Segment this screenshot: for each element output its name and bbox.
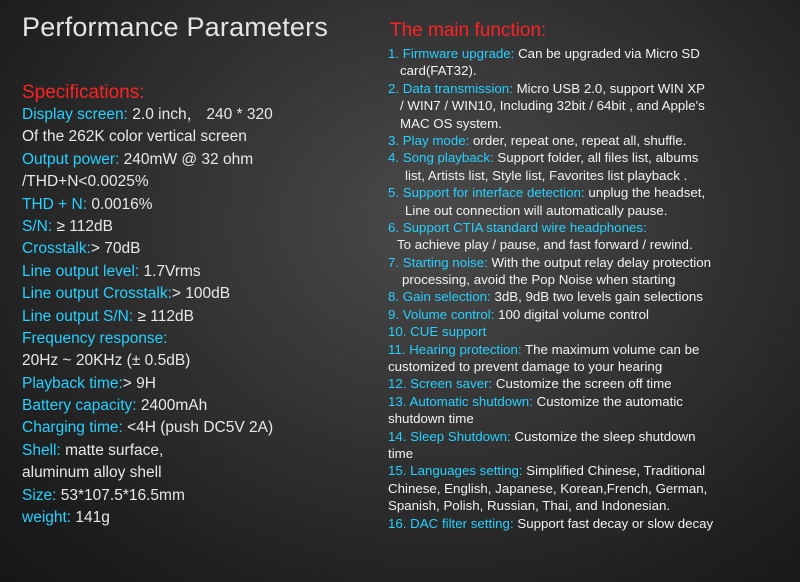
spec-line <box>22 171 362 193</box>
function-line-text: order, repeat one, repeat all, shuffle. <box>469 132 687 148</box>
function-line <box>388 288 793 305</box>
spec-line-text: 53*107.5*16.5mm <box>56 486 185 504</box>
function-line-text: MAC OS system. <box>400 115 502 131</box>
function-line-text: customized to prevent damage to your hearing <box>388 359 663 375</box>
function-line <box>388 167 793 184</box>
function-line <box>388 62 793 79</box>
function-line-label: 12. Screen saver: <box>388 376 493 392</box>
function-line <box>388 132 793 149</box>
function-line <box>388 149 793 166</box>
spec-line-text: 240mW @ 32 ohm <box>119 150 254 168</box>
function-line-text: Chinese, English, Japanese, Korean,French, German, <box>388 480 708 496</box>
function-line-label: 15. Languages setting: <box>388 463 523 479</box>
function-line-text: Can be upgraded via Micro SD <box>514 46 700 61</box>
function-line <box>388 480 793 497</box>
function-line <box>388 184 793 201</box>
spec-line-label: Output power: <box>22 150 120 168</box>
spec-line <box>22 283 362 305</box>
spec-line <box>22 485 362 507</box>
spec-line-text: > 100dB <box>171 285 231 303</box>
function-line-text: 100 digital volume control <box>494 306 649 322</box>
function-line-text: shutdown time <box>388 411 474 427</box>
function-line-label: 5. Support for interface detection: <box>388 185 585 201</box>
spec-line <box>22 306 362 328</box>
function-line-text: Customize the sleep shutdown <box>510 428 696 444</box>
function-line-text: With the output relay delay protection <box>487 254 712 270</box>
spec-line-text: ≥ 112dB <box>52 217 113 235</box>
spec-line-text: 141g <box>71 509 110 527</box>
function-line-label: 2. Data transmission: <box>388 80 513 96</box>
spec-line-text: aluminum alloy shell <box>22 464 162 482</box>
function-line-text: unplug the headset, <box>584 185 706 201</box>
spec-line-label: Crosstalk: <box>22 240 91 258</box>
function-line-text: Support fast decay or slow decay <box>513 515 714 531</box>
spec-line-text: /THD+N<0.0025% <box>22 173 149 191</box>
function-line <box>388 45 793 62</box>
spec-line-text: <4H (push DC5V 2A) <box>122 419 274 437</box>
function-line-text: 3dB, 9dB two levels gain selections <box>490 289 703 305</box>
function-line <box>388 236 793 253</box>
spec-line-label: weight: <box>22 509 72 527</box>
spec-line <box>22 194 362 216</box>
spec-line-label: THD + N: <box>22 195 88 213</box>
function-line <box>388 254 793 271</box>
spec-line-text: ≥ 112dB <box>133 307 194 325</box>
function-line-text: Support folder, all files list, albums <box>493 150 699 166</box>
spec-line <box>22 238 362 260</box>
function-line <box>388 410 793 427</box>
spec-line <box>22 395 362 417</box>
spec-line-label: Shell: <box>22 441 61 459</box>
spec-line-text: 20Hz ~ 20KHz (± 0.5dB) <box>22 352 191 370</box>
spec-line-label: Playback time: <box>22 374 123 392</box>
function-line-text: Customize the screen off time <box>492 376 672 392</box>
function-line-text: To achieve play / pause, and fast forward / rewind. <box>397 237 693 253</box>
function-line-label: 9. Volume control: <box>388 306 495 322</box>
function-line-label: 3. Play mode: <box>388 132 470 148</box>
function-line-text: Micro USB 2.0, support WIN XP <box>512 80 706 96</box>
spec-line <box>22 216 362 238</box>
spec-line-label: Charging time: <box>22 419 123 437</box>
spec-line-label: Line output S/N: <box>22 307 134 325</box>
function-line-text: The maximum volume can be <box>521 341 700 357</box>
spec-line-label: Frequency response: <box>22 329 168 347</box>
spec-line <box>22 507 362 529</box>
function-line-text: time <box>388 445 414 461</box>
function-line-text: Spanish, Polish, Russian, Thai, and Indonesian. <box>388 498 671 514</box>
function-line <box>388 428 793 445</box>
page-title: Performance Parameters <box>22 12 329 42</box>
function-line-label: 7. Starting noise: <box>388 254 488 270</box>
function-line-label: 14. Sleep Shutdown: <box>388 428 511 444</box>
spec-line <box>22 462 362 484</box>
spec-line <box>22 350 362 372</box>
spec-line <box>22 261 362 283</box>
spec-line-text: > 9H <box>122 374 156 392</box>
function-line <box>388 358 793 375</box>
function-line-label: 8. Gain selection: <box>388 289 491 305</box>
spec-line <box>22 440 362 462</box>
function-line <box>388 323 793 340</box>
spec-line <box>22 126 362 148</box>
main-function-list <box>388 45 793 532</box>
function-line-text: Customize the automatic <box>532 393 683 409</box>
spec-line-text: Of the 262K color vertical screen <box>22 128 247 146</box>
function-line <box>388 97 793 114</box>
function-line-label: 16. DAC filter setting: <box>388 515 514 531</box>
spec-line-label: Line output Crosstalk: <box>22 285 172 303</box>
function-line-text: processing, avoid the Pop Noise when starting <box>402 272 676 288</box>
spec-line-text: matte surface, <box>60 441 164 459</box>
function-line-label: 4. Song playback: <box>388 150 494 166</box>
function-line-text: list, Artists list, Style list, Favorites list playback . <box>405 167 688 183</box>
function-line-text: Line out connection will automatically pause. <box>405 202 668 218</box>
function-line-text: Simplified Chinese, Traditional <box>522 463 706 479</box>
spec-line-label: Line output level: <box>22 262 140 280</box>
spec-line-label: Display screen: <box>22 106 128 123</box>
function-line <box>388 462 793 479</box>
function-line <box>388 497 793 514</box>
function-line <box>388 202 793 219</box>
function-line <box>388 515 793 532</box>
function-line <box>388 445 793 462</box>
spec-line-text: 1.7Vrms <box>139 262 201 280</box>
function-line-text: card(FAT32). <box>400 63 477 79</box>
function-line <box>388 271 793 288</box>
spec-line-text: > 70dB <box>90 240 141 258</box>
function-line <box>388 306 793 323</box>
function-line-text: / WIN7 / WIN10, Including 32bit / 64bit , and Apple's <box>400 98 705 114</box>
function-line-label: 1. Firmware upgrade: <box>388 46 515 61</box>
function-line-label: 11. Hearing protection: <box>388 341 522 357</box>
spec-line-text: 2400mAh <box>136 397 208 415</box>
spec-line-label: Size: <box>22 486 57 504</box>
spec-line <box>22 328 362 350</box>
function-line-label: 13. Automatic shutdown: <box>388 393 533 409</box>
spec-line-label: Battery capacity: <box>22 397 137 415</box>
function-line <box>388 80 793 97</box>
specifications-list <box>22 104 362 529</box>
spec-line <box>22 417 362 439</box>
spec-line-text: 0.0016% <box>87 195 153 213</box>
spec-line-label: S/N: <box>22 217 53 235</box>
spec-line <box>22 104 362 126</box>
function-line <box>388 341 793 358</box>
spec-line-text: 2.0 inch， 240 * 320 <box>127 106 273 123</box>
function-line <box>388 393 793 410</box>
main-function-heading: The main function: <box>390 20 547 41</box>
function-line <box>388 115 793 132</box>
function-line <box>388 219 793 236</box>
function-line <box>388 375 793 392</box>
specifications-heading: Specifications: <box>22 82 145 103</box>
function-line-label: 10. CUE support <box>388 324 487 340</box>
function-line-label: 6. Support CTIA standard wire headphones: <box>388 219 647 235</box>
spec-line <box>22 149 362 171</box>
spec-line <box>22 373 362 395</box>
